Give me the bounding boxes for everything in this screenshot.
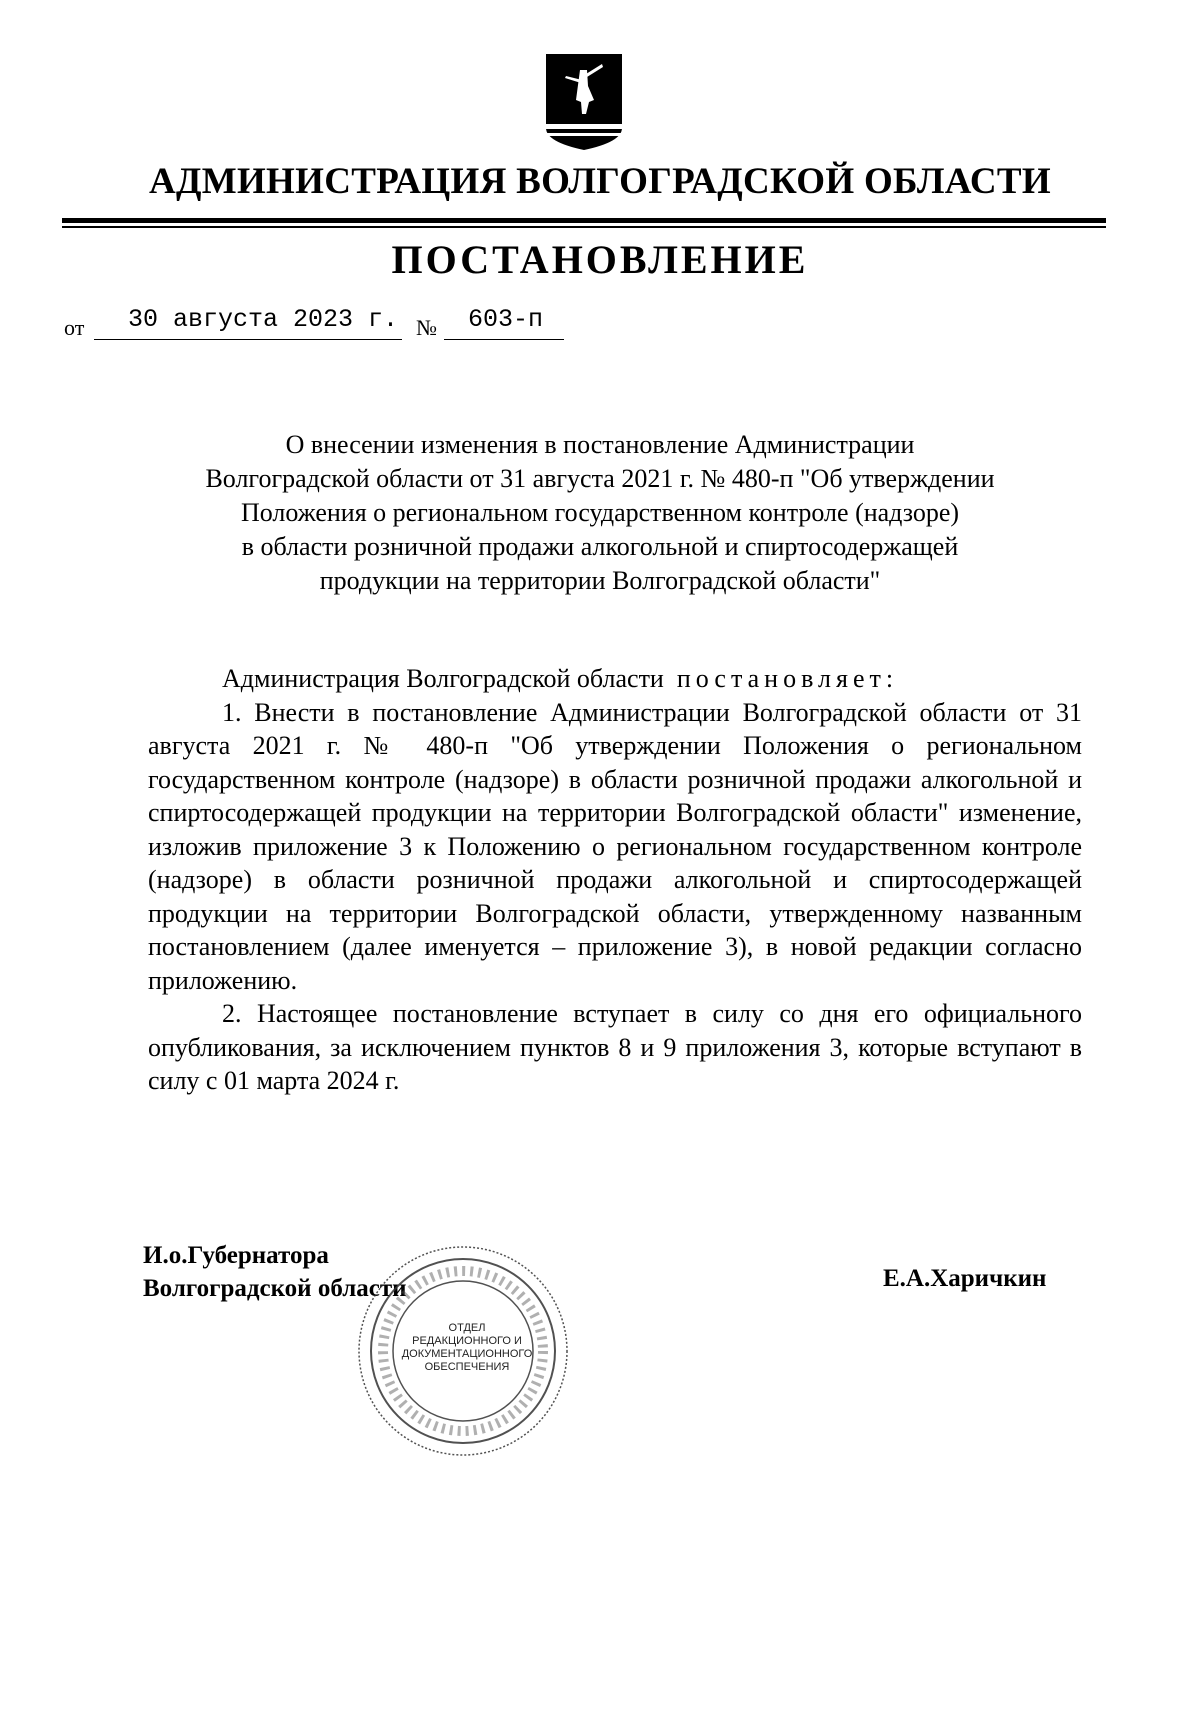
from-label: от [64,315,85,340]
position-line-1: И.о.Губернатора [143,1242,329,1269]
stamp-inner-text [392,1322,542,1374]
subject-line: в области розничной продажи алкогольной и спиртосодержащей [241,532,959,561]
subject-line: продукции на территории Волгоградской области" [319,566,881,595]
document-body [148,662,1082,1098]
subject-line: О внесении изменения в постановление Администрации [285,430,915,459]
header-divider-thin [62,226,1106,228]
preamble-verb: постановляет: [676,664,899,693]
number-underline [444,339,564,340]
document-date: 30 августа 2023 г. [128,305,399,334]
signatory-name: Е.А.Харичкин [883,1265,1047,1292]
organization-title: АДМИНИСТРАЦИЯ ВОЛГОГРАДСКОЙ ОБЛАСТИ [148,161,1051,202]
stamp-line: РЕДАКЦИОННОГО И [412,1335,522,1347]
position-line-2: Волгоградской области [143,1275,407,1302]
document-number: 603-п [468,305,544,334]
stamp-line: ОТДЕЛ [448,1322,486,1334]
paragraph-item-1: 1. Внести в постановление Администрации Волгоградской области от 31 августа 2021 г. № 480-п "Об утверждении Положения о региональном государственном контроле (надзоре) в области розничной продажи алкогольной и спиртосодержащей продукции на территории Волгоградской области" изменение, изложив приложение 3 к Положению о региональном государственном контроле (надзоре) в области розничной продажи алкогольной и спиртосодержащей продукции на территории Волгоградской области, утвержденному названным постановлением (далее именуется – приложение 3), в новой редакции согласно приложению. [148,697,1082,995]
subject-line: Волгоградской области от 31 августа 2021 г. № 480-п "Об утверждении [205,464,995,493]
stamp-line: ДОКУМЕНТАЦИОННОГО [401,1348,533,1360]
header-divider-thick [62,218,1106,223]
date-number-line [0,302,1200,342]
coat-of-arms-emblem [542,50,626,154]
stamp-line: ОБЕСПЕЧЕНИЯ [424,1361,510,1373]
preamble [148,662,1082,696]
preamble-actor: Администрация Волгоградской области [222,664,664,693]
subject-line: Положения о региональном государственном контроле (надзоре) [240,498,960,527]
paragraph-item-2: 2. Настоящее постановление вступает в силу со дня его официального опубликования, за исключением пунктов 8 и 9 приложения 3, которые вступают в силу с 01 марта 2024 г. [148,999,1082,1095]
number-label: № [416,315,437,340]
document-type-title: ПОСТАНОВЛЕНИЕ [391,237,809,282]
date-underline [94,339,402,340]
document-subject [150,428,1050,598]
